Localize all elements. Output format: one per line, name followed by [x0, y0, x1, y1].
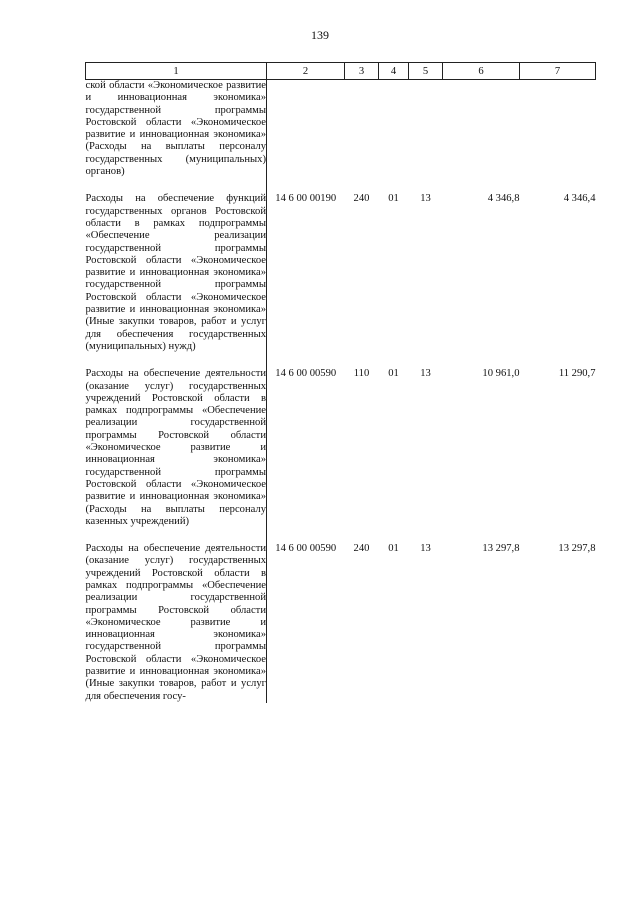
- row-amount-1: 10 961,0: [482, 368, 520, 380]
- row-target-code: 14 6 00 00590: [275, 543, 337, 555]
- row-amount-1: [443, 80, 520, 179]
- row-amount-1: 4 346,8: [487, 193, 520, 205]
- row-section: 01: [388, 193, 399, 205]
- row-amount-2: [520, 80, 596, 179]
- row-subsection: 13: [420, 368, 431, 380]
- row-amount-2: 11 290,7: [558, 368, 596, 380]
- row-section: 01: [388, 543, 399, 555]
- row-spacer: [86, 528, 596, 543]
- row-description: Расходы на обеспечение деятельности (оказание услуг) государственных учреждений Ростовской области в рамках подпрограммы «Обеспечение реализации государственной программы Ростовской области «Экономическое развитие и инновационная экономика» государственной программы Ростовской области «Экономическое развитие и инновационная экономика» (Иные закупки товаров, работ и услуг для обеспечения госу-: [85, 543, 266, 702]
- row-spacer: [86, 178, 596, 193]
- column-header-5: 5: [409, 63, 443, 80]
- row-amount-2: 13 297,8: [558, 543, 596, 555]
- table-header-row: [86, 63, 596, 80]
- column-header-6: 6: [443, 63, 520, 80]
- column-header-2: 2: [267, 63, 345, 80]
- row-description: Расходы на обеспечение деятельности (оказание услуг) государственных учреждений Ростовской области в рамках подпрограммы «Обеспечение реализации государственной программы Ростовской области «Экономическое развитие и инновационная экономика» государственной программы Ростовской области «Экономическое развитие и инновационная экономика» (Расходы на выплаты персоналу казенных учреждений): [85, 368, 266, 527]
- row-subsection: 13: [420, 193, 431, 205]
- row-expense-type: 240: [353, 543, 370, 555]
- row-target-code: 14 6 00 00190: [275, 193, 337, 205]
- budget-table: [85, 62, 596, 703]
- table-row: [86, 193, 596, 353]
- row-target-code: [267, 80, 345, 179]
- row-amount-1: 13 297,8: [482, 543, 520, 555]
- column-header-7: 7: [520, 63, 596, 80]
- table-row: [86, 80, 596, 179]
- row-description: ской области «Экономическое развитие и инновационная экономика» государственной программы Ростовской области «Экономическое развитие и инновационная экономика» (Расходы на выплаты персоналу государственных (муниципальных) органов): [85, 80, 266, 178]
- row-expense-type: [345, 80, 379, 179]
- row-subsection: [409, 80, 443, 179]
- row-description: Расходы на обеспечение функций государственных органов Ростовской области в рамках подпрограммы «Обеспечение реализации государственной программы Ростовской области «Экономическое развитие и инновационная экономика» государственной программы Ростовской области «Экономическое развитие и инновационная экономика» (Иные закупки товаров, работ и услуг для обеспечения государственных (муниципальных) нужд): [85, 193, 266, 352]
- column-header-3: 3: [345, 63, 379, 80]
- table-row: [86, 368, 596, 528]
- row-subsection: 13: [420, 543, 431, 555]
- row-section: 01: [388, 368, 399, 380]
- page-number: 139: [311, 28, 329, 42]
- row-spacer: [86, 353, 596, 368]
- row-section: [379, 80, 409, 179]
- row-expense-type: 110: [353, 368, 370, 380]
- table-row: [86, 543, 596, 703]
- column-header-1: 1: [86, 63, 267, 80]
- column-header-4: 4: [379, 63, 409, 80]
- row-expense-type: 240: [353, 193, 370, 205]
- row-target-code: 14 6 00 00590: [275, 368, 337, 380]
- row-amount-2: 4 346,4: [563, 193, 596, 205]
